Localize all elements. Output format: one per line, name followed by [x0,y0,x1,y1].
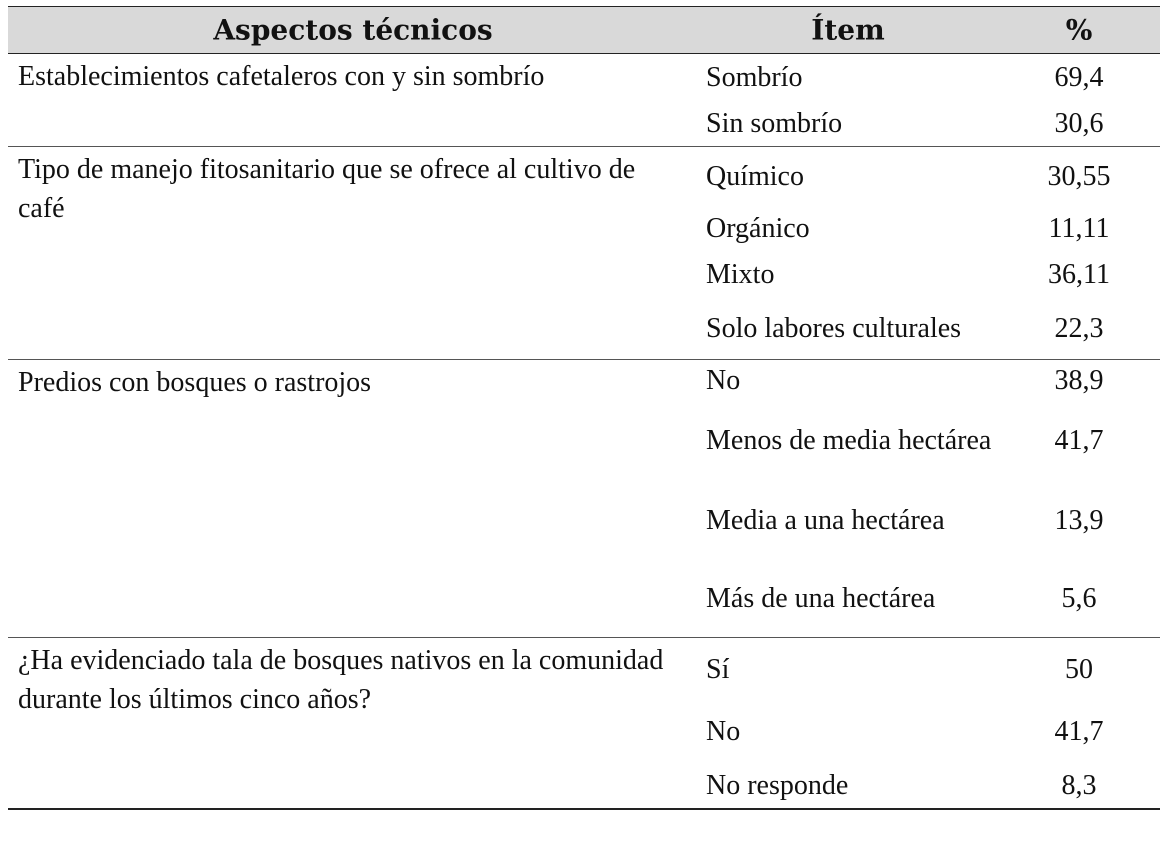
aspect-cell: Tipo de manejo fitosanitario que se ofrece al cultivo de café [18,154,636,224]
item-cell: No responde [706,769,849,801]
table-group [8,360,1160,638]
item-cell: Sombrío [706,61,803,93]
item-cell: Sí [706,653,730,685]
percent-cell: 69,4 [1054,61,1104,93]
percent-cell: 36,11 [1048,258,1110,290]
header-item: Ítem [811,13,885,47]
percent-cell: 41,7 [1054,424,1104,456]
percent-cell: 11,11 [1048,212,1110,244]
table-row [698,251,1160,297]
percent-cell: 13,9 [1054,504,1104,536]
percent-cell: 30,55 [1047,160,1111,192]
item-cell: Orgánico [706,212,810,244]
percent-cell: 22,3 [1054,312,1104,344]
table-row [698,147,1160,205]
table-row [698,560,1160,637]
table-group [8,638,1160,810]
table-body [8,54,1160,810]
table-group [8,54,1160,147]
table-row [698,297,1160,359]
table-row [698,700,1160,762]
item-list [698,147,1160,359]
aspect-cell: Predios con bosques o rastrojos [18,367,372,398]
table-row [698,400,1160,480]
percent-cell: 8,3 [1061,769,1097,801]
item-cell: Menos de media hectárea [706,424,992,456]
item-list [698,360,1160,637]
header-aspectos: Aspectos técnicos [213,13,493,47]
item-cell: Más de una hectárea [706,583,936,614]
item-cell: No [706,715,741,747]
table-row [698,480,1160,560]
table-header [8,6,1160,54]
table-row [698,205,1160,251]
percent-cell: 38,9 [1054,364,1104,396]
data-table [8,6,1160,810]
table-row [698,638,1160,700]
item-cell: Mixto [706,258,775,290]
header-percent: % [1065,13,1093,47]
item-cell: Químico [706,160,804,192]
percent-cell: 50 [1065,653,1093,685]
table-row [698,100,1160,146]
item-cell: Media a una hectárea [706,504,945,536]
percent-cell: 5,6 [1061,583,1097,614]
table-row [698,54,1160,100]
aspect-cell: ¿Ha evidenciado tala de bosques nativos en la comunidad durante los últimos cinco años? [18,645,664,715]
item-cell: Solo labores culturales [706,312,962,344]
aspect-cell: Establecimientos cafetaleros con y sin sombrío [18,61,545,92]
table-row [698,360,1160,400]
table-group [8,147,1160,360]
percent-cell: 30,6 [1054,107,1104,139]
item-cell: No [706,364,741,396]
item-list [698,54,1160,146]
table-row [698,762,1160,808]
item-list [698,638,1160,808]
percent-cell: 41,7 [1054,715,1104,747]
item-cell: Sin sombrío [706,107,843,139]
